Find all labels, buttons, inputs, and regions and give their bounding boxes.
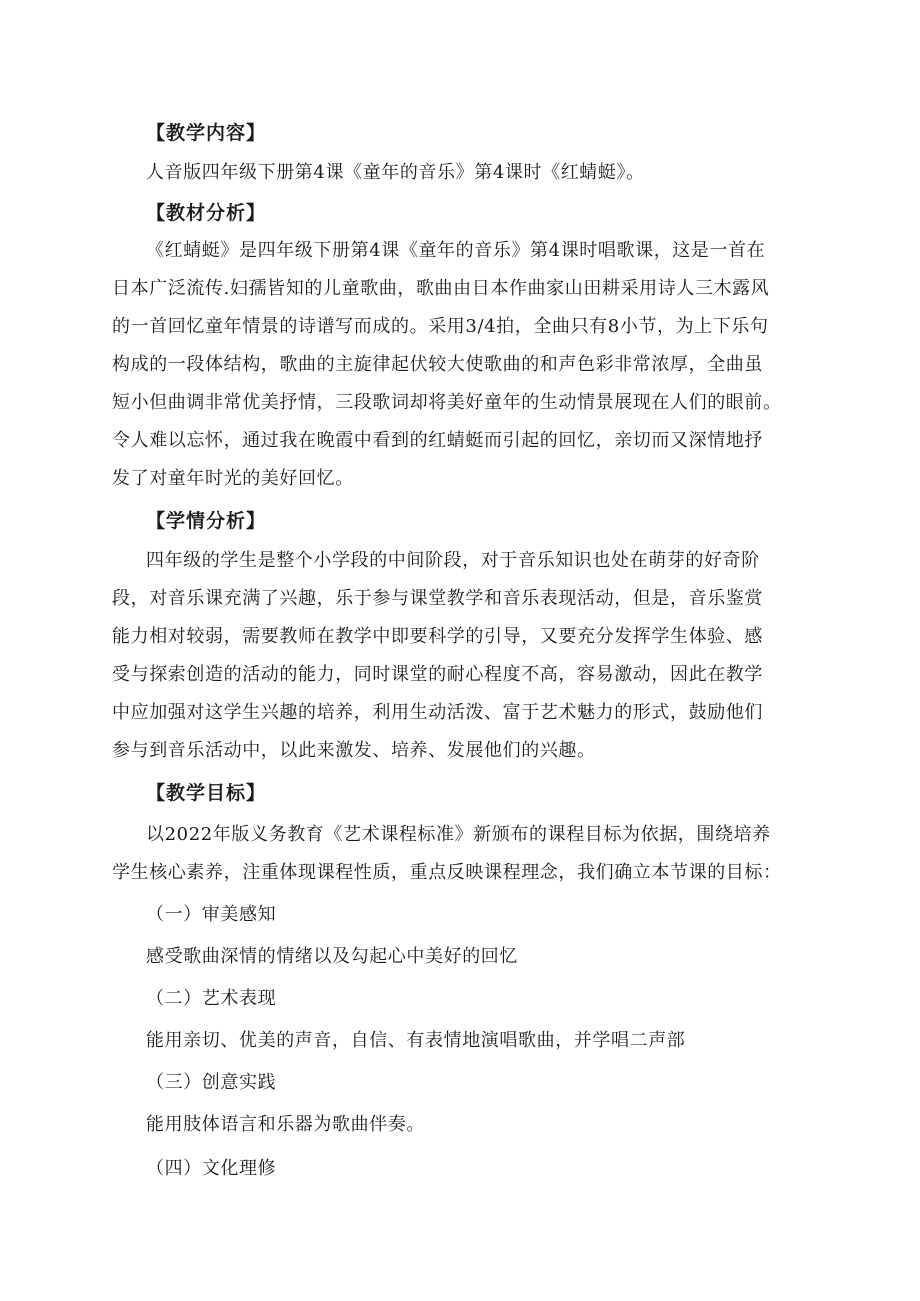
students-line: 参与到音乐活动中，以此来激发、培养、发展他们的兴趣。 [112,740,596,761]
section-heading-content: 【教学内容】 [146,122,267,144]
students-line: 能力相对较弱，需要教师在教学中即要科学的引导，又要充分发挥学生体验、感 [112,626,763,647]
material-line: 日本广泛流传.妇孺皆知的儿童歌曲，歌曲由日本作曲家山田耕采用诗人三木露风 [112,278,770,299]
goal-item-text: 能用肢体语言和乐器为歌曲伴奏。 [146,1114,425,1135]
material-line: 发了对童年时光的美好回忆。 [112,468,354,489]
content-line: 人音版四年级下册第4课《童年的音乐》第4课时《红蜻蜓》。 [146,162,645,183]
material-line: 《红蜻蜓》是四年级下册第4课《童年的音乐》第4课时唱歌课，这是一首在 [146,240,766,261]
section-heading-material: 【教材分析】 [146,202,267,224]
students-line: 段，对音乐课充满了兴趣，乐于参与课堂教学和音乐表现活动，但是，音乐鉴赏 [112,588,763,609]
material-line: 构成的一段体结构，歌曲的主旋律起伏较大使歌曲的和声色彩非常浓厚，全曲虽 [112,354,763,375]
students-line: 受与探索创造的活动的能力，同时课堂的耐心程度不高，容易激动，因此在教学 [112,664,763,685]
section-heading-students: 【学情分析】 [146,510,267,532]
goal-item-title: （一）审美感知 [146,904,277,925]
students-line: 四年级的学生是整个小学段的中间阶段，对于音乐知识也处在萌芽的好奇阶 [146,550,760,571]
material-line: 令人难以忘怀，通过我在晚霞中看到的红蜻蜓而引起的回忆，亲切而又深情地抒 [112,430,763,451]
goal-item-title: （二）艺术表现 [146,988,277,1009]
goals-line: 学生核心素养，注重体现课程性质，重点反映课程理念，我们确立本节课的目标： [112,862,782,883]
students-line: 中应加强对这学生兴趣的培养，利用生动活泼、富于艺术魅力的形式，鼓励他们 [112,702,763,723]
goal-item-text: 能用亲切、优美的声音，自信、有表情地演唱歌曲，并学唱二声部 [146,1030,686,1051]
goal-item-title: （三）创意实践 [146,1072,277,1093]
section-heading-goals: 【教学目标】 [146,782,267,804]
goal-item-title: （四）文化理修 [146,1158,277,1179]
goal-item-text: 感受歌曲深情的情绪以及勾起心中美好的回忆 [146,946,518,967]
material-line: 的一首回忆童年情景的诗谱写而成的。采用3/4拍，全曲只有8小节，为上下乐句 [112,316,769,337]
goals-line: 以2022年版义务教育《艺术课程标准》新颁布的课程目标为依据，围绕培养 [146,824,771,845]
material-line: 短小但曲调非常优美抒情，三段歌词却将美好童年的生动情景展现在人们的眼前。 [112,392,782,413]
